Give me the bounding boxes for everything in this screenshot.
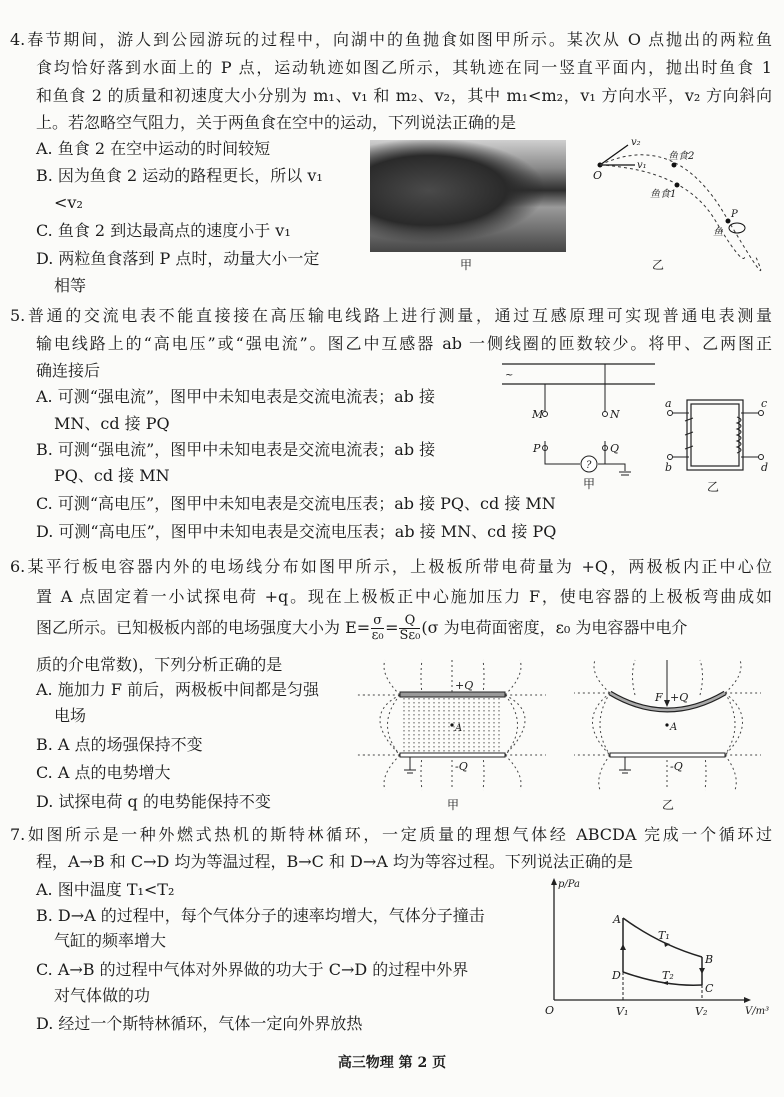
point-d: D	[612, 969, 621, 982]
fraction-sigma-eps	[371, 614, 384, 643]
label-o: O	[593, 169, 603, 182]
label-f: F	[655, 691, 663, 704]
q5-stem-line: 输电线路上的“高电压”或“强电流”。图乙中互感器 ab 一侧线圈的匝数较少。将甲、乙两图正	[36, 334, 772, 353]
q5-option-d: D. 可测“高电压”，图甲中未知电表是交流电压表；ab 接 MN、cd 接 PQ	[36, 522, 557, 541]
t1-label: T₁	[658, 929, 670, 942]
q5-option-a-cont: MN、cd 接 PQ	[54, 414, 170, 433]
ac-symbol: ~	[505, 370, 514, 381]
q5-option-b-cont: PQ、cd 接 MN	[54, 466, 170, 485]
q4-option-c: C. 鱼食 2 到达最高点的速度小于 v₁	[36, 221, 291, 240]
capacitor-field-diagram-a	[360, 655, 545, 800]
frac-den: ε₀	[371, 628, 384, 643]
label-n: N	[610, 408, 620, 421]
fraction-q-seps	[399, 614, 420, 643]
label-m: M	[532, 408, 544, 421]
label-plus-q: +Q	[670, 691, 689, 704]
v1-label: V₁	[616, 1005, 629, 1018]
feeding-fish-photo	[370, 140, 566, 252]
label-c: c	[761, 397, 768, 410]
label-p: P	[731, 209, 738, 220]
q6-stem-line: 6.某平行板电容器内外的电场线分布如图甲所示，上极板所带电荷量为 +Q，两极板内正中心位	[10, 557, 772, 576]
fig-caption: 乙	[652, 258, 665, 272]
t2-label: T₂	[662, 969, 674, 982]
label-a: A	[455, 723, 463, 734]
q7-stem-line: 程，A→B 和 C→D 均为等温过程，B→C 和 D→A 均为等容过程。下列说法正确的是	[36, 852, 633, 871]
q6-option-b: B. A 点的场强保持不变	[36, 735, 203, 754]
q4-option-b: B. 因为鱼食 2 运动的路程更长，所以 v₁	[36, 166, 323, 185]
label-food2: 鱼食2	[668, 151, 695, 162]
q6-option-c: C. A 点的电势增大	[36, 763, 171, 782]
q5-option-b: B. 可测“强电流”，图甲中未知电表是交流电流表；ab 接	[36, 440, 436, 459]
q7-option-c: C. A→B 的过程中气体对外界做的功大于 C→D 的过程中外界	[36, 960, 469, 979]
q4-option-a: A. 鱼食 2 在空中运动的时间较短	[36, 139, 271, 158]
fig-caption: 乙	[662, 798, 675, 812]
label-q: Q	[610, 442, 620, 455]
q4-option-d: D. 两粒鱼食落到 P 点时，动量大小一定	[36, 249, 320, 268]
q6-formula-line	[36, 611, 687, 645]
pv-diagram	[540, 875, 780, 1020]
equals-sign: =	[385, 618, 399, 637]
fig-caption: 甲	[460, 258, 473, 272]
frac-den: Sε₀	[399, 628, 421, 643]
q6-stem-line: 质的介电常数)，下列分析正确的是	[36, 655, 283, 674]
fig-caption: 乙	[707, 480, 720, 494]
q6-stem-line: 置 A 点固定着一小试探电荷 +q。现在上极板正中心施加压力 F，使电容器的上极板弯曲成如	[36, 587, 772, 606]
y-axis-label: p/Pa	[558, 879, 581, 890]
fig-caption: 甲	[583, 477, 596, 491]
point-c: C	[705, 982, 714, 995]
x-axis-label: V/m³	[745, 1006, 770, 1017]
point-a: A	[613, 913, 621, 926]
q6-option-a: A. 施加力 F 前后，两极板中间都是匀强	[36, 680, 320, 699]
origin-label: O	[545, 1004, 555, 1017]
q6-option-a-cont: 电场	[54, 706, 87, 725]
label-minus-q: -Q	[455, 760, 468, 773]
trajectory-diagram	[585, 135, 765, 265]
label-v2: v₂	[631, 137, 641, 148]
frac-num: σ	[373, 613, 383, 628]
fig-caption: 甲	[447, 798, 460, 812]
q4-stem-line: 和鱼食 2 的质量和初速度大小分别为 m₁、v₁ 和 m₂、v₂，其中 m₁<m₂，v₁ 方向水平，v₂ 方向斜向	[36, 86, 772, 105]
q4-option-b-cont: <v₂	[54, 193, 83, 212]
v2-label: V₂	[695, 1005, 708, 1018]
label-a: A	[670, 722, 678, 733]
q5-option-c: C. 可测“高电压”，图甲中未知电表是交流电压表；ab 接 PQ、cd 接 MN	[36, 494, 556, 513]
q4-stem-line: 食均恰好落到水面上的 P 点，运动轨迹如图乙所示，其轨迹在同一竖直平面内，抛出时鱼食 1	[36, 58, 772, 77]
transformer-diagram	[665, 395, 775, 475]
q4-stem-line: 4.春节期间，游人到公园游玩的过程中，向湖中的鱼抛食如图甲所示。某次从 O 点抛出的两粒鱼	[10, 30, 772, 49]
capacitor-field-diagram-b	[575, 655, 760, 800]
label-p: P	[533, 442, 541, 455]
label-minus-q: -Q	[670, 760, 683, 773]
page-footer: 高三物理 第 2 页	[337, 1055, 447, 1071]
label-a: a	[665, 397, 672, 410]
q6-option-d: D. 试探电荷 q 的电势能保持不变	[36, 792, 271, 811]
label-food1: 鱼食1	[650, 189, 677, 200]
q5-stem-line: 确连接后	[36, 361, 101, 380]
q7-option-d: D. 经过一个斯特林循环，气体一定向外界放热	[36, 1014, 363, 1033]
formula-pre: 图乙所示。已知极板内部的电场强度大小为 E=	[36, 618, 371, 637]
q7-option-a: A. 图中温度 T₁<T₂	[36, 880, 175, 899]
q7-option-c-cont: 对气体做的功	[54, 986, 151, 1005]
label-fish: 鱼	[713, 227, 723, 238]
frac-num: Q	[399, 614, 420, 629]
q5-stem-line: 5.普通的交流电表不能直接接在高压输电线路上进行测量，通过互感原理可实现普通电表测量	[10, 306, 772, 325]
meter-symbol: ?	[586, 460, 592, 471]
formula-post: (σ 为电荷面密度，ε₀ 为电容器中电介	[421, 618, 688, 637]
q5-option-a: A. 可测“强电流”，图甲中未知电表是交流电流表；ab 接	[36, 387, 435, 406]
label-plus-q: +Q	[455, 679, 474, 692]
point-b: B	[705, 953, 714, 966]
q7-option-b-cont: 气缸的频率增大	[54, 931, 167, 950]
q7-stem-line: 7.如图所示是一种外燃式热机的斯特林循环，一定质量的理想气体经 ABCDA 完成一个循环过	[10, 825, 772, 844]
circuit-diagram-a	[500, 358, 660, 471]
label-v1: v₁	[637, 160, 647, 171]
label-b: b	[665, 461, 673, 474]
label-d: d	[761, 461, 769, 474]
q4-stem-line: 上。若忽略空气阻力，关于两鱼食在空中的运动，下列说法正确的是	[36, 113, 517, 132]
q4-option-d-cont: 相等	[54, 276, 87, 295]
q7-option-b: B. D→A 的过程中，每个气体分子的速率均增大，气体分子撞击	[36, 906, 485, 925]
